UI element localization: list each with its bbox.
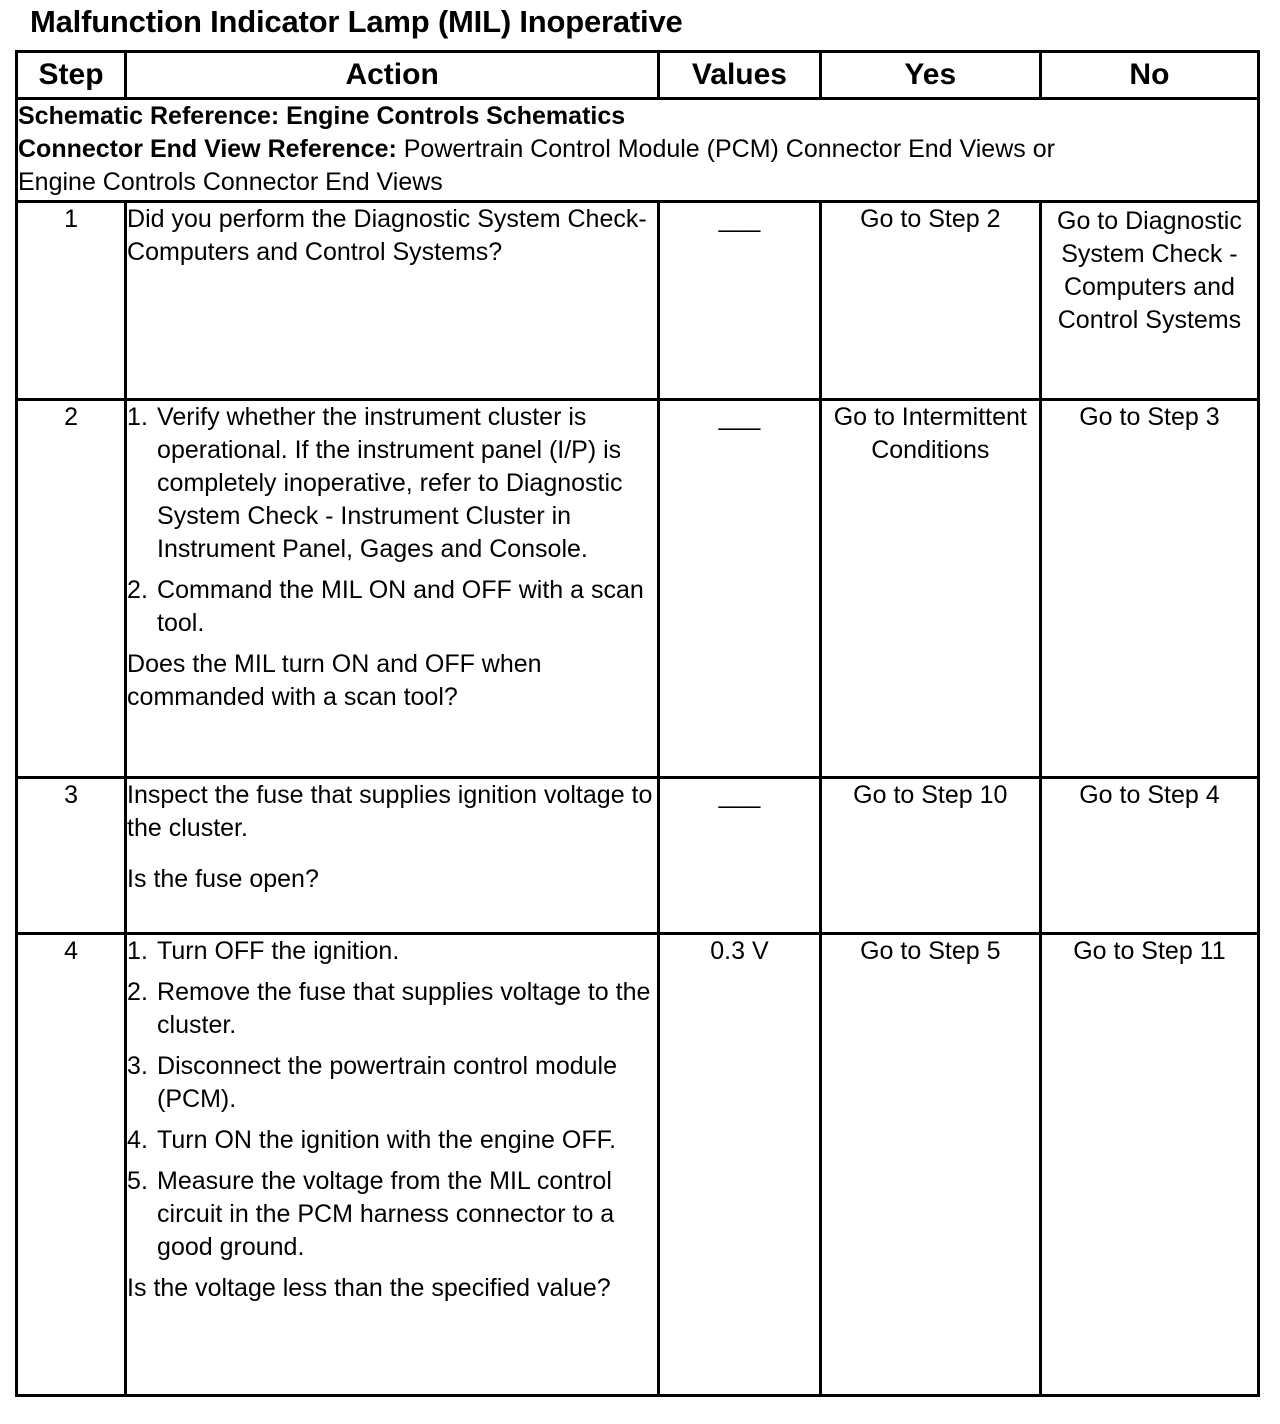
action-text: Inspect the fuse that supplies ignition voltage to the cluster. xyxy=(127,781,653,842)
header-values: Values xyxy=(659,52,821,99)
yes-cell: Go to Intermittent Conditions xyxy=(820,400,1040,778)
connector-reference-text: Powertrain Control Module (PCM) Connector End Views or xyxy=(396,135,1055,163)
page-title: Malfunction Indicator Lamp (MIL) Inoperative xyxy=(30,4,683,39)
connector-reference-label: Connector End View Reference: xyxy=(18,135,397,163)
list-item: 2. Command the MIL ON and OFF with a scan tool. xyxy=(127,576,644,637)
step-number: 4 xyxy=(17,934,126,1396)
table-row xyxy=(17,778,1259,934)
action-question: Does the MIL turn ON and OFF when commanded with a scan tool? xyxy=(127,650,542,711)
list-item: 5. Measure the voltage from the MIL control circuit in the PCM harness connector to a good ground. xyxy=(127,1167,615,1261)
yes-cell: Go to Step 10 xyxy=(820,778,1040,934)
header-step: Step xyxy=(17,52,126,99)
action-question: Is the fuse open? xyxy=(127,865,319,893)
header-yes: Yes xyxy=(820,52,1040,99)
no-cell: Go to Step 4 xyxy=(1040,778,1258,934)
diagnostic-table xyxy=(15,50,1260,1397)
action-cell xyxy=(126,202,659,400)
header-action: Action xyxy=(126,52,659,99)
list-item: 2. Remove the fuse that supplies voltage to the cluster. xyxy=(127,978,651,1039)
values-cell: 0.3 V xyxy=(659,934,821,1396)
list-item: 3. Disconnect the powertrain control module (PCM). xyxy=(127,1052,618,1113)
yes-cell: Go to Step 2 xyxy=(820,202,1040,400)
reference-cell xyxy=(17,99,1259,202)
action-cell xyxy=(126,400,659,778)
table-row xyxy=(17,202,1259,400)
table-row xyxy=(17,934,1259,1396)
action-question: Is the voltage less than the specified value? xyxy=(127,1274,611,1302)
connector-reference-text-2: Engine Controls Connector End Views xyxy=(18,168,443,196)
values-cell: ___ xyxy=(659,778,821,934)
yes-cell: Go to Step 5 xyxy=(820,934,1040,1396)
action-steps xyxy=(127,935,657,1264)
values-cell: ___ xyxy=(659,400,821,778)
list-item: 4. Turn ON the ignition with the engine OFF. xyxy=(127,1126,617,1154)
no-cell: Go to Diagnostic System Check - Computers and Control Systems xyxy=(1040,202,1258,400)
step-number: 2 xyxy=(17,400,126,778)
schematic-reference: Schematic Reference: Engine Controls Schematics xyxy=(18,102,626,130)
action-steps xyxy=(127,401,657,640)
step-number: 3 xyxy=(17,778,126,934)
values-cell: ___ xyxy=(659,202,821,400)
list-item: 1. Turn OFF the ignition. xyxy=(127,937,400,965)
action-text: Did you perform the Diagnostic System Check-Computers and Control Systems? xyxy=(127,205,647,266)
header-row xyxy=(17,52,1259,99)
table-row xyxy=(17,400,1259,778)
action-cell xyxy=(126,934,659,1396)
action-cell xyxy=(126,778,659,934)
no-cell: Go to Step 3 xyxy=(1040,400,1258,778)
list-item: 1. Verify whether the instrument cluster is operational. If the instrument panel (I/P) is completely inoperative, refer to Diagnostic System Check - Instrument Cluster in Instrument Panel, Gages and Console. xyxy=(127,403,623,563)
no-cell: Go to Step 11 xyxy=(1040,934,1258,1396)
header-no: No xyxy=(1040,52,1258,99)
reference-row xyxy=(17,99,1259,202)
step-number: 1 xyxy=(17,202,126,400)
